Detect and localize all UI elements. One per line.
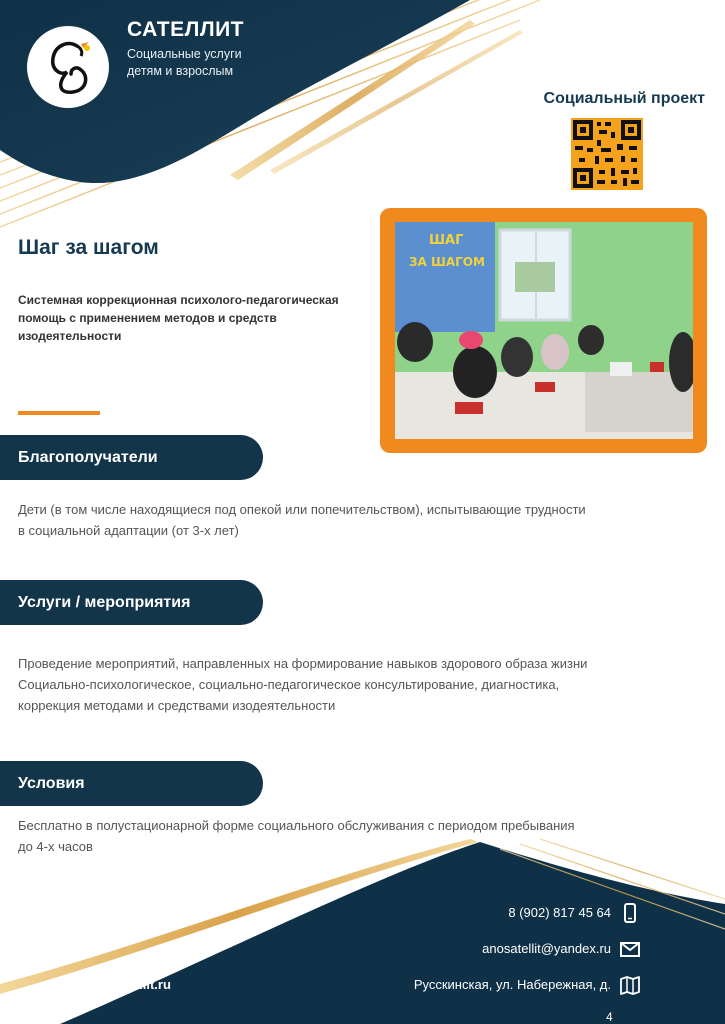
qr-code-icon[interactable] — [571, 118, 643, 190]
text-line: Бесплатно в полустационарной форме социального обслуживания с периодом пребывания — [18, 818, 575, 833]
org-tagline-line2: детям и взрослым — [127, 64, 234, 78]
section-text-conditions — [18, 815, 668, 857]
section-heading-beneficiaries: Благополучатели — [0, 435, 263, 480]
project-description: Системная коррекционная психолого-педагогическая помощь с применением методов и средств изодеятельности — [18, 293, 339, 343]
text-line: Дети (в том числе находящиеся под опекой или попечительством), испытывающие трудности — [18, 502, 586, 517]
mail-icon — [620, 939, 640, 959]
map-icon — [620, 975, 640, 995]
text-line: Проведение мероприятий, направленных на формирование навыков здорового образа жизни — [18, 656, 588, 671]
address: Русскинская, ул. Набережная, д. — [413, 977, 611, 992]
email-link[interactable]: anosatellit@yandex.ru — [482, 941, 611, 956]
phone-number[interactable]: 8 (902) 817 45 64 — [508, 905, 611, 920]
section-heading-services: Услуги / мероприятия — [0, 580, 263, 625]
section-text-services — [18, 653, 668, 716]
text-line: коррекция методами и средствами изодеятельности — [18, 698, 336, 713]
divider — [18, 411, 100, 415]
text-line: в социальной адаптации (от 3-х лет) — [18, 523, 239, 538]
photo-wall-text-2: ЗА ШАГОМ — [409, 255, 485, 269]
logo — [27, 26, 109, 108]
website-link[interactable]: anosatellit.ru — [90, 977, 171, 992]
photo-wall-text-1: ШАГ — [429, 233, 464, 248]
text-line: до 4-х часов — [18, 839, 93, 854]
section-heading-conditions: Условия — [0, 761, 263, 806]
phone-icon — [620, 903, 640, 923]
address-number: 4 — [606, 1010, 613, 1024]
section-text-beneficiaries — [18, 499, 668, 541]
org-tagline-line1: Социальные услуги — [127, 47, 242, 61]
globe-icon — [58, 975, 78, 995]
org-name: САТЕЛЛИТ — [127, 18, 244, 41]
project-label: Социальный проект — [543, 90, 705, 107]
swan-logo-icon — [27, 26, 109, 108]
classroom-photo — [395, 222, 693, 439]
project-title: Шаг за шагом — [18, 236, 159, 259]
org-tagline — [127, 46, 307, 80]
footer-background — [0, 834, 725, 1024]
text-line: Социально-психологическое, социально-педагогическое консультирование, диагностика, — [18, 677, 560, 692]
